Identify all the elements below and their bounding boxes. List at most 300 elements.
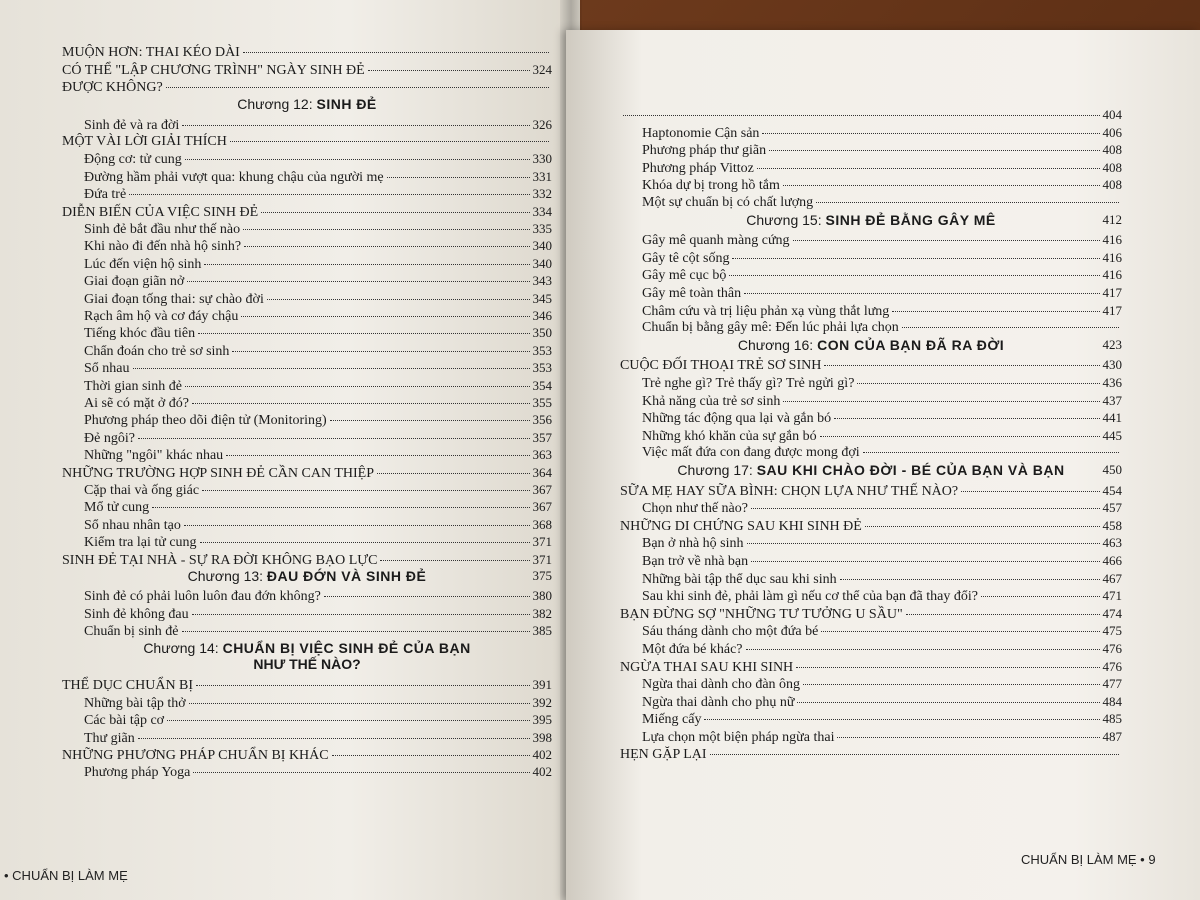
page-number: 391 [532, 677, 552, 693]
dot-leader [387, 177, 530, 178]
chapter-heading [620, 337, 1122, 353]
toc-entry-title: Khóa dự bị trong hồ tắm [642, 178, 780, 194]
toc-entry[interactable] [84, 220, 552, 238]
toc-entry-title: Lúc đến viện hộ sinh [84, 256, 202, 272]
dot-leader [816, 202, 1119, 203]
dot-leader [324, 596, 530, 597]
dot-leader [184, 525, 530, 526]
right-footer: CHUẨN BỊ LÀM MẸ • 9 [1021, 852, 1156, 867]
dot-leader [751, 508, 1100, 509]
dot-leader [902, 327, 1119, 328]
page-number: 331 [532, 168, 552, 184]
page-number: 457 [1102, 500, 1122, 516]
toc-entry[interactable] [642, 231, 1122, 249]
page-number: 353 [532, 360, 552, 376]
chapter-label: Chương 14: [143, 639, 223, 656]
dot-leader [243, 52, 549, 53]
toc-entry[interactable] [620, 746, 1122, 763]
dot-leader [129, 194, 529, 195]
page-number: 343 [532, 273, 552, 289]
dot-leader [981, 596, 1100, 597]
page-number: 416 [1102, 249, 1122, 265]
chapter-title: SAU KHI CHÀO ĐỜI - BÉ CỦA BẠN VÀ BẠN [756, 462, 1065, 478]
dot-leader [193, 772, 529, 773]
dot-leader [824, 365, 1099, 366]
toc-entry-title: Sáu tháng dành cho một đứa bé [642, 624, 819, 640]
chapter-title: CHUẨN BỊ VIỆC SINH ĐẺ CỦA BẠN [222, 639, 471, 656]
toc-entry[interactable] [642, 570, 1122, 588]
toc-entry-title: Chẩn đoán cho trẻ sơ sinh [84, 343, 230, 359]
dot-leader [961, 491, 1099, 492]
toc-entry-title: Khả năng của trẻ sơ sinh [642, 393, 781, 409]
dot-leader [330, 420, 530, 421]
toc-entry[interactable] [62, 551, 552, 569]
dot-leader [133, 368, 530, 369]
toc-entry[interactable] [620, 482, 1122, 500]
page-number: 380 [532, 588, 552, 604]
page-number: 346 [532, 308, 552, 323]
toc-entry[interactable] [642, 728, 1122, 746]
toc-entry-title: Gây mê quanh màng cứng [642, 233, 790, 249]
dot-leader [182, 125, 529, 126]
toc-entry[interactable] [84, 237, 552, 255]
toc-entry-title: Chuẩn bị sinh đẻ [84, 624, 179, 640]
toc-entry[interactable] [84, 150, 552, 168]
toc-entry[interactable] [642, 302, 1122, 320]
dot-leader [797, 702, 1099, 703]
dot-leader [803, 684, 1099, 685]
dot-leader [834, 418, 1099, 419]
page-number: 477 [1102, 676, 1122, 692]
toc-entry-title: Việc mất đứa con đang được mong đợi [642, 445, 860, 461]
dot-leader [332, 755, 530, 756]
dot-leader [204, 264, 529, 265]
toc-entry[interactable] [84, 481, 552, 499]
page-number: 345 [532, 290, 552, 306]
toc-entry[interactable] [642, 622, 1122, 640]
toc-entry-title: Ngừa thai dành cho phụ nữ [642, 694, 795, 710]
toc-entry[interactable] [62, 746, 552, 764]
toc-entry-title: Phương pháp Yoga [84, 765, 191, 781]
dot-leader [138, 738, 530, 739]
dot-leader [863, 452, 1119, 453]
toc-entry-title: Miếng cấy [642, 712, 702, 728]
chapter-heading [620, 462, 1122, 478]
dot-leader [793, 240, 1100, 241]
page-number: 375 [532, 568, 552, 583]
page-number: 363 [532, 447, 552, 463]
dot-leader [746, 649, 1100, 650]
page-number: 441 [1102, 410, 1122, 426]
toc-entry[interactable] [620, 517, 1122, 535]
toc-entry[interactable] [84, 255, 552, 273]
toc-entry[interactable] [84, 342, 552, 360]
toc-entry-title: Đẻ ngôi? [84, 430, 135, 446]
toc-entry[interactable] [84, 729, 552, 747]
toc-entry-title: CÓ THỂ "LẬP CHƯƠNG TRÌNH" NGÀY SINH ĐẺ [62, 63, 365, 79]
toc-entry-title: DIỄN BIẾN CỦA VIỆC SINH ĐẺ [62, 204, 259, 220]
page-number: 357 [532, 429, 552, 445]
dot-leader [769, 150, 1099, 151]
page-number: 402 [532, 747, 552, 762]
page-number: 324 [532, 62, 552, 78]
toc-entry[interactable] [642, 392, 1122, 410]
dot-leader [192, 403, 530, 404]
toc-entry[interactable] [84, 394, 552, 412]
toc-entry[interactable] [84, 290, 552, 308]
page-number: 350 [532, 325, 552, 341]
page-number: 476 [1102, 658, 1122, 674]
page-number: 398 [532, 729, 552, 745]
dot-leader [837, 737, 1099, 738]
page-number: 368 [532, 516, 552, 532]
toc-entry[interactable] [84, 359, 552, 377]
toc-entry[interactable] [642, 176, 1122, 194]
toc-entry-title: Cặp thai và ống giác [84, 483, 200, 498]
toc-entry-title: Sinh đẻ bắt đầu như thế nào [84, 222, 241, 237]
dot-leader [187, 281, 529, 282]
toc-entry[interactable] [84, 411, 552, 429]
toc-entry[interactable] [642, 124, 1122, 142]
toc-entry[interactable] [642, 159, 1122, 177]
toc-entry[interactable] [642, 587, 1122, 605]
page-number: 392 [532, 694, 552, 710]
toc-entry-title: Bạn ở nhà hộ sinh [642, 536, 744, 552]
dot-leader [704, 719, 1099, 720]
toc-entry-title: Mổ tử cung [84, 500, 150, 516]
toc-entry[interactable] [62, 61, 552, 79]
toc-entry-title: Gây tê cột sống [642, 250, 730, 266]
toc-entry-title: NHỮNG PHƯƠNG PHÁP CHUẨN BỊ KHÁC [62, 748, 329, 763]
toc-entry-title: Sổ nhau [84, 361, 130, 377]
toc-entry-title: Chọn như thế nào? [642, 501, 748, 517]
dot-leader [241, 316, 529, 317]
toc-entry[interactable] [642, 710, 1122, 728]
dot-leader [865, 526, 1100, 527]
toc-entry[interactable] [620, 605, 1122, 623]
toc-entry[interactable] [62, 676, 552, 694]
page-number: 406 [1102, 124, 1122, 140]
page-number: 408 [1102, 142, 1122, 158]
page-number: 484 [1102, 693, 1122, 709]
toc-entry[interactable] [642, 427, 1122, 445]
toc-entry-title: NHỮNG DI CHỨNG SAU KHI SINH ĐẺ [620, 518, 862, 534]
page-number: 367 [532, 499, 552, 515]
toc-entry-title: Những tác động qua lại và gắn bó [642, 411, 832, 427]
toc-entry[interactable] [84, 622, 552, 640]
dot-leader [729, 275, 1099, 276]
toc-entry-title: Sau khi sinh đẻ, phải làm gì nếu cơ thể của bạn đã thay đổi? [642, 589, 978, 605]
page-number: 437 [1102, 392, 1122, 408]
page-number: 354 [532, 377, 552, 393]
dot-leader [840, 579, 1100, 580]
dot-leader [226, 455, 529, 456]
dot-leader [243, 229, 529, 230]
page-number: 416 [1102, 232, 1122, 248]
toc-entry-title: Rạch âm hộ và cơ đáy chậu [84, 309, 239, 324]
chapter-title: SINH ĐẺ [316, 96, 377, 113]
page-number: 367 [532, 482, 552, 497]
dot-leader [182, 631, 530, 632]
toc-entry[interactable] [84, 446, 552, 464]
page-number: 463 [1102, 535, 1122, 551]
dot-leader [377, 473, 530, 474]
dot-leader [857, 383, 1099, 384]
page-number: 404 [1102, 107, 1122, 122]
toc-entry-title: NGỪA THAI SAU KHI SINH [620, 659, 794, 675]
toc-entry-title: Sinh đẻ có phải luôn luôn đau đớn không? [84, 589, 321, 605]
chapter-label: Chương 15: [746, 211, 826, 228]
toc-entry-title: CUỘC ĐỐI THOẠI TRẺ SƠ SINH [620, 358, 822, 374]
toc-entry[interactable] [620, 106, 1122, 123]
dot-leader [267, 299, 530, 300]
toc-entry-title: Giai đoạn giãn nở [84, 274, 185, 290]
dot-leader [821, 631, 1099, 632]
toc-entry[interactable] [642, 534, 1122, 552]
page-number: 445 [1102, 427, 1122, 443]
chapter-heading [62, 640, 552, 672]
toc-entry-title: Ai sẽ có mặt ở đó? [84, 396, 189, 411]
toc-entry-title: Sinh đẻ và ra đời [84, 117, 180, 133]
toc-entry[interactable] [642, 284, 1122, 302]
toc-entry-title: Thư giãn [84, 730, 135, 746]
toc-entry-title: Phương pháp theo dõi điện tử (Monitoring) [84, 413, 327, 429]
toc-entry[interactable] [84, 498, 552, 516]
dot-leader [138, 438, 530, 439]
toc-entry-title: NHỮNG TRƯỜNG HỢP SINH ĐẺ CẦN CAN THIỆP [62, 465, 374, 481]
chapter-heading [62, 568, 552, 584]
page-number: 335 [532, 221, 552, 236]
toc-entry[interactable] [84, 307, 552, 325]
toc-entry-title: Những bài tập thở [84, 695, 186, 711]
page-number: 326 [532, 116, 552, 132]
toc-entry[interactable] [84, 605, 552, 623]
toc-entry-title: Sinh đẻ không đau [84, 606, 189, 622]
page-number: 340 [532, 238, 552, 254]
toc-entry[interactable] [84, 533, 552, 551]
toc-entry[interactable] [62, 44, 552, 61]
toc-entry[interactable] [62, 133, 552, 150]
dot-leader [196, 685, 529, 686]
toc-entry-title: Tiếng khóc đầu tiên [84, 326, 196, 342]
toc-entry-title: Khi nào đi đến nhà hộ sinh? [84, 239, 242, 255]
chapter-heading [62, 96, 552, 112]
toc-entry[interactable] [84, 429, 552, 447]
dot-leader [192, 614, 530, 615]
toc-entry-title: Động cơ: tử cung [84, 152, 182, 168]
toc-entry-title: BẠN ĐỪNG SỢ "NHỮNG TƯ TƯỞNG U SẦU" [620, 606, 903, 622]
page-number: 364 [532, 464, 552, 480]
page-number: 436 [1102, 375, 1122, 390]
dot-leader [783, 401, 1099, 402]
dot-leader [380, 560, 529, 561]
page-number: 356 [532, 412, 552, 428]
toc-entry[interactable] [642, 266, 1122, 284]
toc-entry[interactable] [62, 464, 552, 482]
chapter-title: ĐAU ĐỚN VÀ SINH ĐẺ [266, 568, 427, 584]
toc-entry[interactable] [620, 658, 1122, 676]
dot-leader [232, 351, 529, 352]
page-number: 417 [1102, 285, 1122, 300]
toc-entry-title: Lựa chọn một biện pháp ngừa thai [642, 730, 835, 745]
toc-entry[interactable] [642, 499, 1122, 517]
toc-entry[interactable] [84, 324, 552, 342]
toc-entry[interactable] [642, 675, 1122, 693]
toc-entry[interactable] [642, 374, 1122, 392]
dot-leader [202, 490, 529, 491]
page-number: 487 [1102, 729, 1122, 744]
toc-entry[interactable] [642, 552, 1122, 570]
toc-entry[interactable] [642, 444, 1122, 461]
toc-entry-title: Các bài tập cơ [84, 713, 165, 729]
dot-leader [783, 185, 1100, 186]
page-number: 371 [532, 534, 552, 550]
toc-entry-title: Haptonomie Cận sản [642, 125, 760, 141]
page-number: 454 [1102, 482, 1122, 498]
toc-entry-title: HẸN GẶP LẠI [620, 746, 707, 762]
dot-leader [751, 561, 1099, 562]
dot-leader [200, 542, 530, 543]
dot-leader [368, 70, 530, 71]
toc-entry-title: ĐƯỢC KHÔNG? [62, 79, 163, 95]
page-number: 340 [532, 255, 552, 271]
toc-entry-title: Đường hầm phải vượt qua: khung chậu của người mẹ [84, 169, 384, 185]
chapter-label: Chương 16: [737, 336, 818, 353]
page-number: 371 [532, 551, 552, 567]
page-number: 467 [1102, 570, 1122, 586]
dot-leader [820, 436, 1100, 437]
toc-entry[interactable] [84, 377, 552, 395]
dot-leader [747, 543, 1100, 544]
toc-entry-title: Gây mê cục bộ [642, 268, 727, 284]
toc-entry[interactable] [84, 763, 552, 781]
dot-leader [744, 293, 1099, 294]
dot-leader [185, 159, 530, 160]
chapter-title-line2: NHƯ THẾ NÀO? [253, 655, 361, 672]
page-number: 385 [532, 623, 552, 639]
toc-entry-title: Những khó khăn của sự gắn bó [642, 428, 817, 444]
toc-entry[interactable] [620, 356, 1122, 374]
toc-entry-title: Phương pháp Vittoz [642, 160, 754, 176]
page-number: 382 [532, 605, 552, 621]
dot-leader [198, 333, 529, 334]
page-number: 466 [1102, 553, 1122, 568]
toc-entry[interactable] [642, 693, 1122, 711]
page-number: 476 [1102, 641, 1122, 656]
toc-entry[interactable] [642, 640, 1122, 658]
toc-entry-title: Những "ngôi" khác nhau [84, 448, 224, 464]
page-number: 330 [532, 151, 552, 167]
right-page [566, 30, 1200, 900]
page-number: 485 [1102, 711, 1122, 727]
page-number: 416 [1102, 267, 1122, 283]
toc-entry[interactable] [642, 141, 1122, 159]
page-number: 475 [1102, 623, 1122, 639]
toc-entry[interactable] [84, 516, 552, 534]
toc-entry-title: Phương pháp thư giãn [642, 143, 767, 159]
toc-entry-title: Bạn trở về nhà bạn [642, 554, 749, 569]
toc-entry[interactable] [642, 194, 1122, 211]
toc-entry-title: MỘT VÀI LỜI GIẢI THÍCH [62, 134, 227, 149]
dot-leader [757, 168, 1100, 169]
toc-entry-title: MUỘN HƠN: THAI KÉO DÀI [62, 45, 240, 60]
toc-entry-title: Đứa trẻ [84, 187, 127, 203]
toc-entry[interactable] [84, 711, 552, 729]
page-number: 430 [1102, 357, 1122, 373]
page-number: 450 [1102, 462, 1122, 477]
page-number: 417 [1102, 302, 1122, 318]
toc-entry[interactable] [84, 116, 552, 134]
left-footer: • CHUẨN BỊ LÀM MẸ [4, 868, 128, 883]
dot-leader [244, 246, 529, 247]
chapter-title: SINH ĐẺ BẰNG GÂY MÊ [825, 211, 996, 228]
chapter-title: CON CỦA BẠN ĐÃ RA ĐỜI [817, 336, 1005, 353]
dot-leader [762, 133, 1099, 134]
toc-entry-title: Một đứa bé khác? [642, 642, 743, 657]
page-number: 471 [1102, 588, 1122, 604]
dot-leader [732, 258, 1099, 259]
toc-entry-title: Những bài tập thể dục sau khi sinh [642, 571, 837, 587]
toc-entry[interactable] [62, 203, 552, 221]
page-number: 355 [532, 395, 552, 410]
toc-entry-title: Giai đoạn tống thai: sự chào đời [84, 291, 264, 307]
page-number: 395 [532, 712, 552, 728]
toc-entry-title: Ngừa thai dành cho đàn ông [642, 677, 801, 693]
chapter-label: Chương 12: [237, 96, 317, 113]
page-number: 408 [1102, 159, 1122, 175]
dot-leader [261, 212, 529, 213]
toc-entry[interactable] [62, 79, 552, 96]
toc-entry-title: SỮA MẸ HAY SỮA BÌNH: CHỌN LỰA NHƯ THẾ NÀO? [620, 483, 959, 499]
dot-leader [623, 115, 1100, 116]
page-number: 402 [532, 764, 552, 780]
toc-entry[interactable] [642, 409, 1122, 427]
page-number: 474 [1102, 605, 1122, 621]
dot-leader [906, 614, 1100, 615]
toc-entry-title: SINH ĐẺ TẠI NHÀ - SỰ RA ĐỜI KHÔNG BẠO LỰC [62, 552, 378, 568]
toc-entry-title: Chuẩn bị bằng gây mê: Đến lúc phải lựa chọn [642, 320, 899, 336]
chapter-label: Chương 17: [677, 462, 757, 478]
toc-entry[interactable] [84, 587, 552, 605]
dot-leader [185, 386, 530, 387]
dot-leader [152, 507, 529, 508]
page-number: 412 [1102, 211, 1122, 227]
dot-leader [892, 311, 1099, 312]
left-page [0, 0, 580, 900]
toc-entry[interactable] [84, 694, 552, 712]
toc-entry[interactable] [84, 168, 552, 186]
toc-entry[interactable] [642, 319, 1122, 336]
toc-entry-title: Châm cứu và trị liệu phản xạ vùng thắt lưng [642, 303, 890, 319]
toc-entry[interactable] [642, 249, 1122, 267]
toc-entry-title: Trẻ nghe gì? Trẻ thấy gì? Trẻ ngửi gì? [642, 376, 855, 391]
chapter-label: Chương 13: [187, 568, 267, 584]
page-number: 423 [1102, 336, 1122, 352]
toc-entry-title: Gây mê toàn thân [642, 286, 742, 301]
page-number: 332 [532, 186, 552, 202]
dot-leader [167, 720, 529, 721]
toc-entry-title: Thời gian sinh đẻ [84, 378, 182, 394]
toc-entry[interactable] [84, 185, 552, 203]
page-number: 458 [1102, 517, 1122, 533]
toc-entry[interactable] [84, 272, 552, 290]
dot-leader [710, 754, 1119, 755]
page-number: 334 [532, 203, 552, 219]
dot-leader [166, 87, 549, 88]
chapter-heading [620, 212, 1122, 228]
page-number: 353 [532, 342, 552, 358]
dot-leader [230, 141, 549, 142]
